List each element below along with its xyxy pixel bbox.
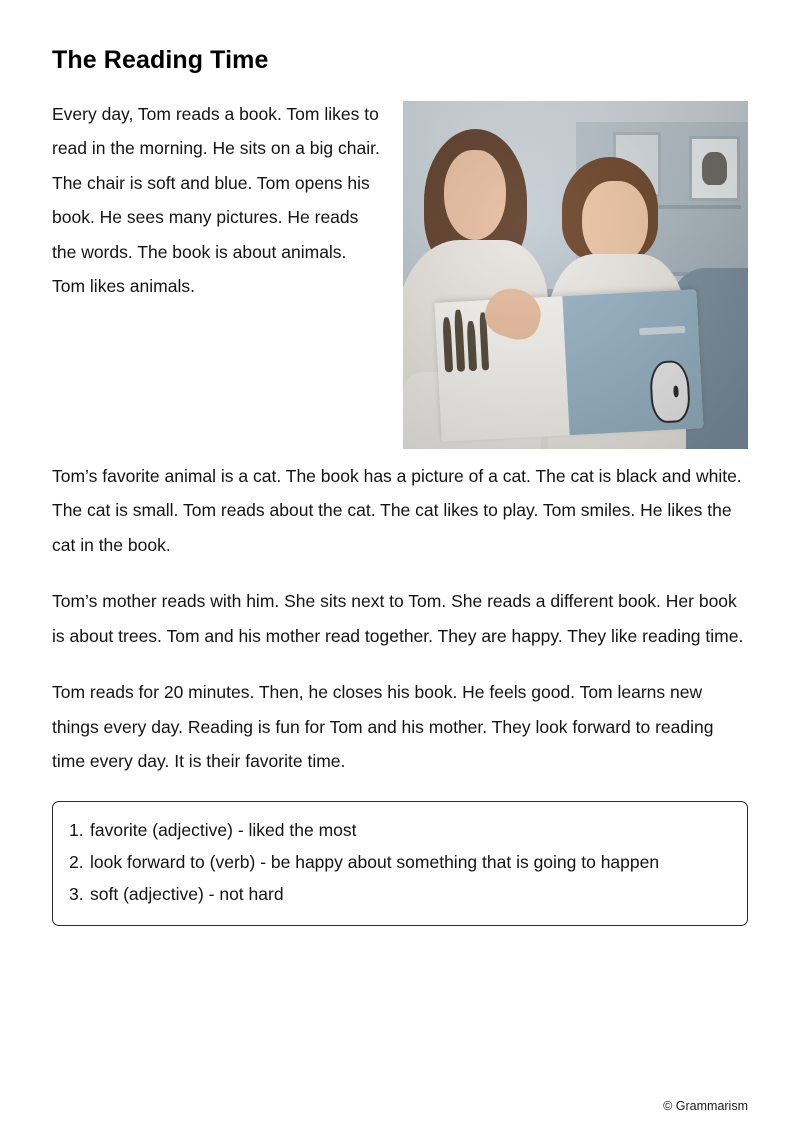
vocabulary-item-number: 3. <box>69 884 84 905</box>
paragraph-3: Tom’s mother reads with him. She sits next to Tom. She reads a different book. Her book is about trees. Tom and his mother read together. They are happy. They like reading time. <box>52 591 744 646</box>
copyright-footer: © Grammarism <box>663 1099 748 1113</box>
vocabulary-item-number: 1. <box>69 819 84 840</box>
vocabulary-item <box>69 880 731 908</box>
paragraph-2: Tom’s favorite animal is a cat. The book has a picture of a cat. The cat is black and white. The cat is small. Tom reads about the cat. The cat likes to play. Tom smiles. He likes the cat in the book. <box>52 466 742 555</box>
illustration-scene <box>403 101 748 449</box>
vocabulary-item-text: soft (adjective) - not hard <box>90 884 284 905</box>
vocabulary-item <box>69 848 731 876</box>
paragraph-1: Every day, Tom reads a book. Tom likes to read in the morning. He sits on a big chair. The chair is soft and blue. Tom opens his book. He sees many pictures. He reads the words. The book is about animals. Tom likes animals. <box>52 104 380 297</box>
vocabulary-box <box>52 801 748 926</box>
paragraph-4: Tom reads for 20 minutes. Then, he closes his book. He feels good. Tom learns new things every day. Reading is fun for Tom and his mother. They look forward to reading time every day. It is their favorite time. <box>52 682 714 772</box>
vocabulary-item-text: look forward to (verb) - be happy about something that is going to happen <box>90 852 660 873</box>
intro-section <box>52 97 748 459</box>
vocabulary-item-text: favorite (adjective) - liked the most <box>90 819 357 840</box>
page-title: The Reading Time <box>52 46 269 74</box>
vocabulary-item <box>69 816 731 844</box>
image-gradient-overlay <box>403 101 748 449</box>
vocabulary-item-number: 2. <box>69 852 84 873</box>
reading-illustration <box>403 101 748 449</box>
